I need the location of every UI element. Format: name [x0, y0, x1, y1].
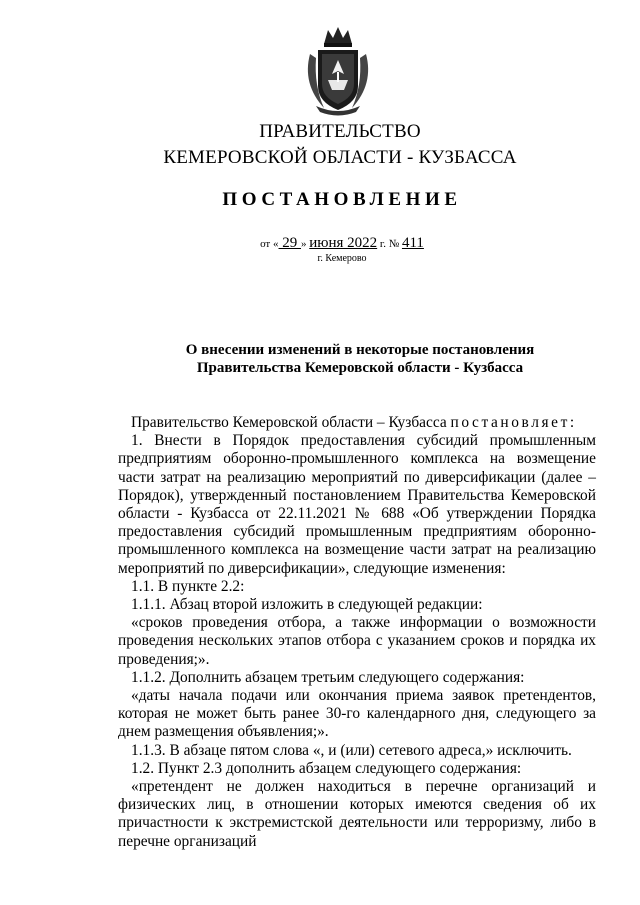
paragraph-1-2: 1.2. Пункт 2.3 дополнить абзацем следующего содержания: — [131, 759, 522, 777]
coat-of-arms-emblem — [298, 24, 378, 116]
date-month-year: июня 2022 — [309, 235, 378, 251]
intro-paragraph — [118, 414, 596, 432]
paragraph-1-1: 1.1. В пункте 2.2: — [131, 577, 245, 595]
date-prefix: от « — [260, 238, 279, 250]
document-title — [100, 341, 620, 377]
title-line2: Правительства Кемеровской области - Кузбасса — [196, 360, 524, 376]
document-type: ПОСТАНОВЛЕНИЕ — [222, 189, 462, 210]
organization-name-line1: ПРАВИТЕЛЬСТВО — [259, 121, 421, 142]
paragraph-1-1-2: 1.1.2. Дополнить абзацем третьим следующего содержания: — [131, 668, 525, 686]
title-line1: О внесении изменений в некоторые постановления — [185, 342, 535, 358]
date-mid: » — [301, 238, 310, 250]
quote-paragraph-2: «даты начала подачи или окончания приема заявок претендентов, которая не может быть ранее 30-го календарного дня, следующего за днем размещения объявления;». — [118, 687, 596, 741]
intro-text: Правительство Кемеровской области – Кузбасса — [131, 414, 451, 431]
quote-paragraph-3: «претендент не должен находиться в перечне организаций и физических лиц, в отношении которых имеются сведения об их причастности к экстремистской деятельности или терроризму, либо в перечне организаций — [118, 778, 596, 850]
intro-spaced-verb: постановляет: — [450, 414, 577, 431]
organization-name-line2: КЕМЕРОВСКОЙ ОБЛАСТИ - КУЗБАССА — [163, 147, 517, 168]
paragraph-1-1-3: 1.1.3. В абзаце пятом слова «, и (или) сетевого адреса,» исключить. — [131, 741, 572, 759]
document-body — [118, 414, 596, 851]
document-number: 411 — [401, 235, 424, 251]
date-day: 29 — [278, 235, 301, 251]
document-city: г. Кемерово — [317, 253, 367, 264]
document-dateline — [0, 235, 640, 252]
paragraph-1-1-1: 1.1.1. Абзац второй изложить в следующей редакции: — [131, 596, 483, 614]
date-year-suffix: г. № — [377, 238, 402, 250]
paragraph-1: 1. Внести в Порядок предоставления субсидий промышленным предприятиям оборонно-промышленного комплекса на возмещение части затрат на реализацию мероприятий по диверсификации (далее – Порядок), утвержденный постановлением Правительства Кемеровской области - Кузбасса от 22.11.2021 № 688 «Об утверждении Порядка предоставления субсидий промышленным предприятиям оборонно-промышленного комплекса на возмещение части затрат на реализацию мероприятий по диверсификации», следующие изменения: — [118, 432, 596, 577]
quote-paragraph-1: «сроков проведения отбора, а также информации о возможности проведения нескольких этапов отбора с указанием сроков и порядка их проведения;». — [118, 614, 596, 668]
